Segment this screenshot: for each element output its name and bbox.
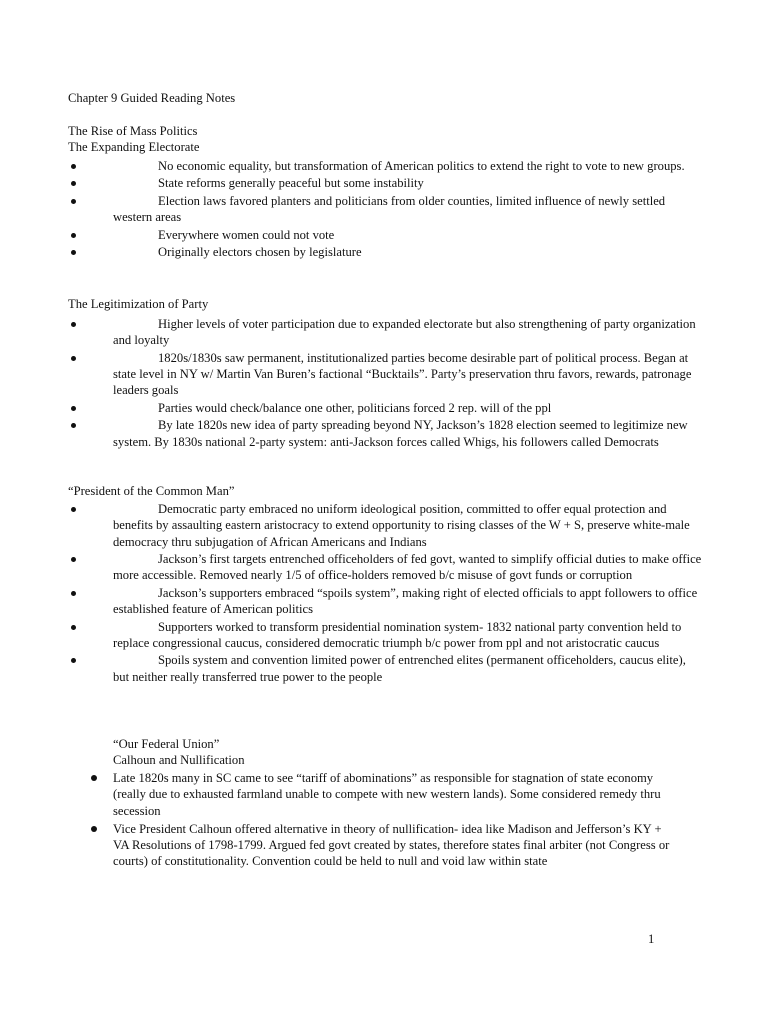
list-item: Supporters worked to transform presidential nomination system- 1832 national party convention held to replace congressional caucus, considered democratic triumph b/c power from ppl and not aristocratic caucus [113, 619, 682, 650]
section-subheading-expanding-electorate: The Expanding Electorate [68, 140, 200, 154]
list-item: 1820s/1830s saw permanent, institutionalized parties become desirable part of political process. Began at state level in NY w/ Martin Van Buren’s factional “Bucktails”. Party’s preservation thru favors, rewards, patronage leaders goals [113, 350, 692, 398]
page-title: Chapter 9 Guided Reading Notes [68, 91, 236, 105]
list-item: Election laws favored planters and politicians from older counties, limited influence of newly settled western areas [113, 193, 666, 225]
section-subheading-nullification: Calhoun and Nullification [113, 753, 245, 767]
section-heading-common-man: “President of the Common Man” [68, 484, 235, 498]
bullet-icon [91, 821, 101, 837]
list-item: Late 1820s many in SC came to see “tariff of abominations” as responsible for stagnation of state economy (really due to exhausted farmland unable to compete with new western lands). Some considered remedy thru secession [113, 770, 673, 819]
list-item: Democratic party embraced no uniform ideological position, committed to offer equal protection and benefits by assaulting eastern aristocracy to extend opportunity to rising classes of the W + S, preserve white-male democracy thru subjugation of African Americans and Indians [113, 502, 690, 549]
list-item: Spoils system and convention limited power of entrenched elites (permanent officeholders, caucus elite), but neither really transferred true power to the people [113, 653, 686, 684]
bullet-list-common-man [113, 501, 703, 686]
list-item: Everywhere women could not vote [158, 227, 335, 242]
section-heading-legitimization: The Legitimization of Party [68, 297, 209, 311]
bullet-list-nullification [113, 770, 673, 872]
list-item: State reforms generally peaceful but some instability [158, 176, 424, 191]
list-item: Jackson’s supporters embraced “spoils system”, making right of elected officials to appt followers to office established feature of American politics [113, 585, 698, 617]
section-heading-mass-politics: The Rise of Mass Politics [68, 124, 198, 138]
bullet-icon [91, 770, 101, 786]
page-number: 1 [648, 932, 655, 946]
list-item: By late 1820s new idea of party spreading beyond NY, Jackson’s 1828 election seemed to legitimize new system. By 1830s national 2-party system: anti-Jackson forces called Whigs, his followers called Democrats [113, 418, 688, 449]
list-item: Jackson’s first targets entrenched officeholders of fed govt, wanted to simplify official duties to make office more accessible. Removed nearly 1/5 of office-holders removed b/c misuse of govt funds or corruption [113, 552, 702, 583]
section-heading-federal-union: “Our Federal Union” [113, 737, 220, 751]
bullet-list-expanding-electorate [113, 158, 703, 262]
bullet-list-legitimization [113, 316, 703, 451]
list-item: Vice President Calhoun offered alternative in theory of nullification- idea like Madison and Jefferson’s KY + VA Resolutions of 1798-1799. Argued fed govt created by states, therefore states final arbiter (not Congress or courts) of constitutionality. Convention could be held to null and void law within state [113, 821, 673, 870]
list-item: Higher levels of voter participation due to expanded electorate but also strengthening of party organization and loyalty [113, 317, 696, 348]
list-item: Originally electors chosen by legislature [158, 245, 362, 260]
list-item: No economic equality, but transformation of American politics to extend the right to vote to new groups. [158, 159, 685, 173]
list-item: Parties would check/balance one other, politicians forced 2 rep. will of the ppl [158, 400, 552, 415]
